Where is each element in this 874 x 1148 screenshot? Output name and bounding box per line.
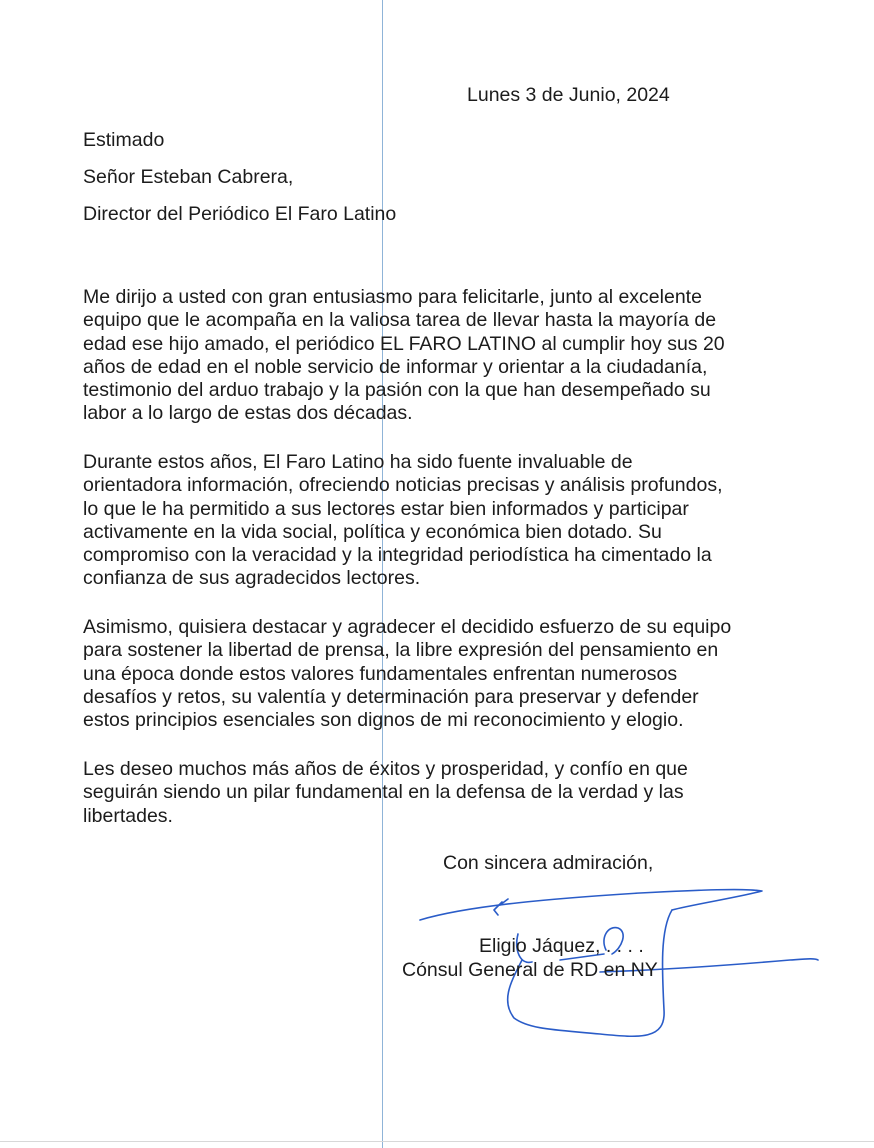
text-line: edad ese hijo amado, el periódico EL FARO LATINO al cumplir hoy sus 20 xyxy=(83,332,725,355)
text-line: estos principios esenciales son dignos de mi reconocimiento y elogio. xyxy=(83,709,684,732)
text-line: activamente en la vida social, política y económica bien dotado. Su xyxy=(83,520,662,543)
text-line: confianza de sus agradecidos lectores. xyxy=(83,567,421,590)
recipient-name: Señor Esteban Cabrera, xyxy=(83,166,294,188)
text-line: Les deseo muchos más años de éxitos y prosperidad, y confío en que xyxy=(83,758,688,780)
page-bottom-edge xyxy=(0,1141,874,1142)
text-line: libertades. xyxy=(83,804,173,827)
text-line: para sostener la libertad de prensa, la libre expresión del pensamiento en xyxy=(83,639,719,662)
letter-date: Lunes 3 de Junio, 2024 xyxy=(467,84,670,106)
signer-role: Cónsul General de RD en NY xyxy=(402,959,658,981)
text-line: años de edad en el noble servicio de informar y orientar a la ciudadanía, xyxy=(83,355,708,378)
text-line: equipo que le acompaña en la valiosa tarea de llevar hasta la mayoría de xyxy=(83,309,717,332)
text-line: labor a lo largo de estas dos décadas. xyxy=(83,402,413,425)
text-line: compromiso con la veracidad y la integridad periodística ha cimentado la xyxy=(83,544,712,567)
signer-name: Eligio Jáquez, . . . . xyxy=(479,935,644,957)
text-line: Asimismo, quisiera destacar y agradecer el decidido esfuerzo de su equipo xyxy=(83,616,732,638)
text-line: testimonio del arduo trabajo y la pasión con la que han desempeñado su xyxy=(83,379,711,402)
text-line: Me dirijo a usted con gran entusiasmo para felicitarle, junto al excelente xyxy=(83,286,702,308)
signature-stroke xyxy=(420,890,762,920)
signature-stroke xyxy=(494,899,508,915)
text-line: lo que le ha permitido a sus lectores estar bien informados y participar xyxy=(83,497,689,520)
closing-phrase: Con sincera admiración, xyxy=(443,852,654,874)
text-line: seguirán siendo un pilar fundamental en la defensa de la verdad y las xyxy=(83,781,684,804)
recipient-title: Director del Periódico El Faro Latino xyxy=(83,203,397,225)
text-line: Durante estos años, El Faro Latino ha sido fuente invaluable de xyxy=(83,451,633,473)
text-line: una época donde estos valores fundamentales enfrentan numerosos xyxy=(83,662,678,685)
salutation: Estimado xyxy=(83,129,165,151)
text-line: desafíos y retos, su valentía y determinación para preservar y defender xyxy=(83,685,699,708)
text-line: orientadora información, ofreciendo noticias precisas y análisis profundos, xyxy=(83,474,723,497)
